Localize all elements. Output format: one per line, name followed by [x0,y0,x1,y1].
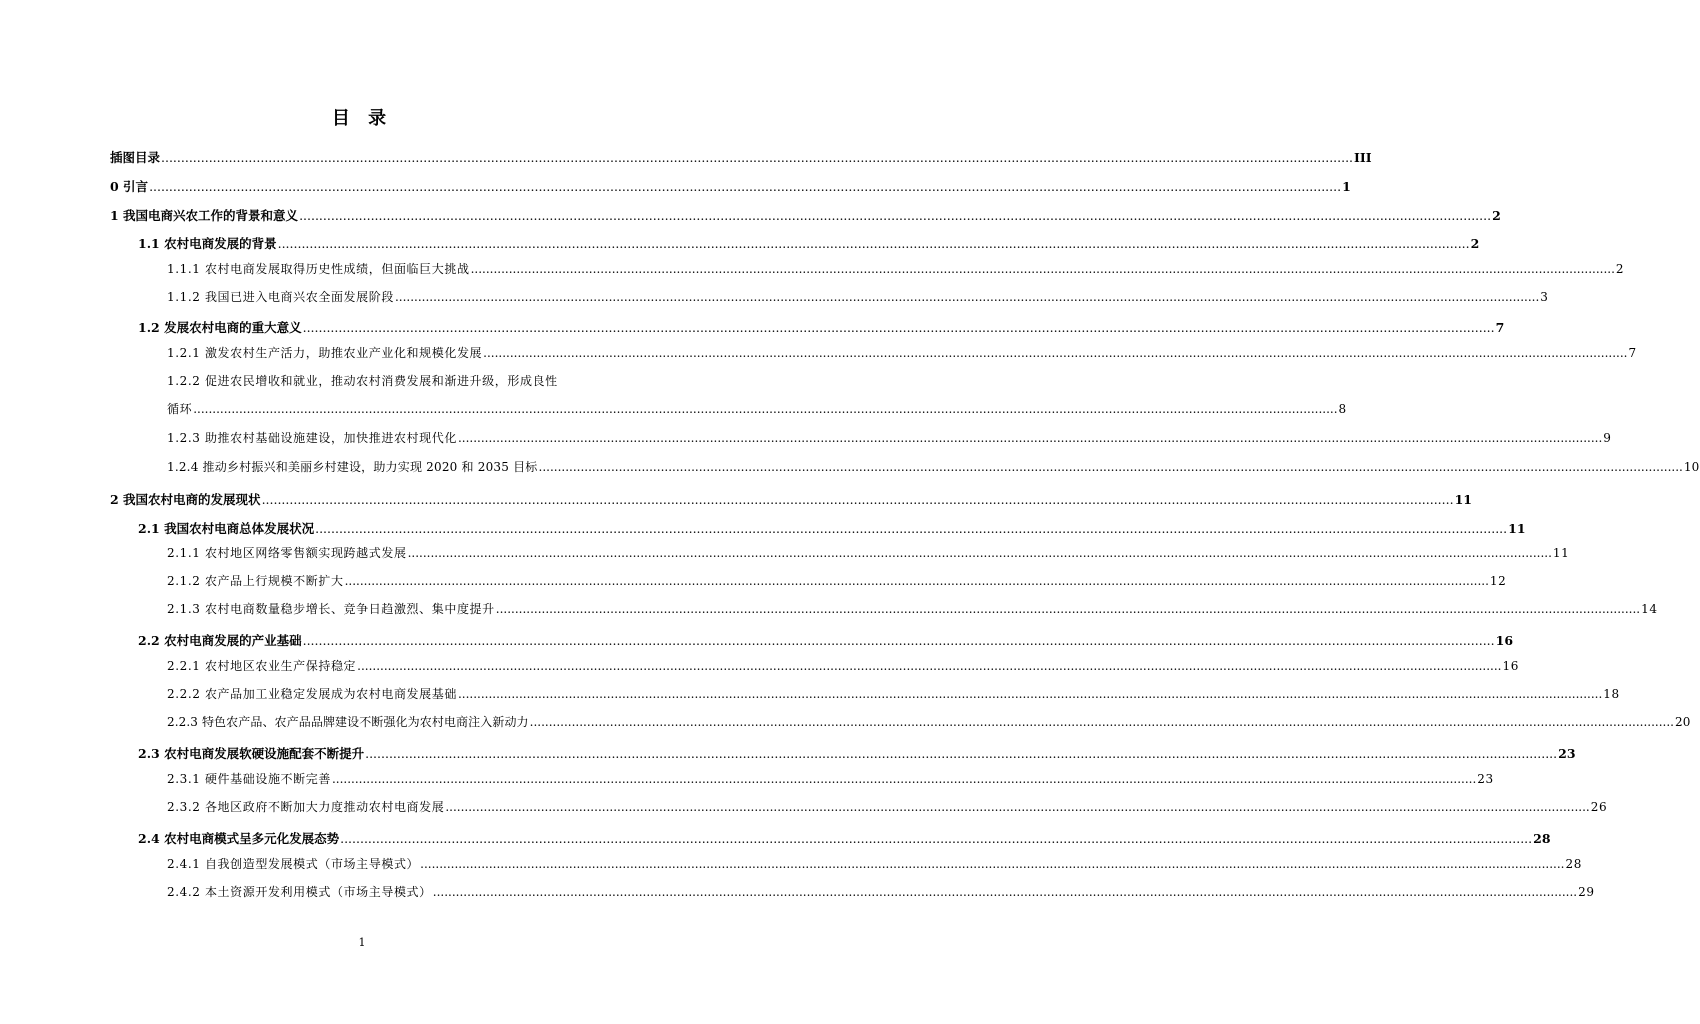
toc-entry-text: 2.2.1 农村地区农业生产保持稳定 [167,659,357,673]
toc-entry-text: 2.3.1 硬件基础设施不断完善 [167,772,331,786]
toc-entry-page: 14 [1641,602,1658,616]
toc-entry-text: 2.3.2 各地区政府不断加大力度推动农村电商发展 [167,800,445,814]
toc-leader-dots: ............................................................................................................................................................................................................................................................................................................ [457,431,1603,445]
toc-entry-page: 16 [1502,659,1519,673]
toc-entry-text: 2.2 农村电商发展的产业基础 [138,633,302,648]
toc-leader-dots: ............................................................................................................................................................................................................................................................................................................ [357,659,1502,673]
toc-entry-text: 2.4 农村电商模式呈多元化发展态势 [138,831,340,846]
toc-entry[interactable] [167,882,1595,902]
page-number: 1 [358,936,366,949]
toc-entry-text: 2.1.3 农村电商数量稳步增长、竞争日趋激烈、集中度提升 [167,602,495,616]
toc-entry-page: 23 [1477,772,1494,786]
toc-entry[interactable] [167,769,1494,789]
toc-entry-text: 1.2.2 促进农民增收和就业，推动农村消费发展和渐进升级，形成良性 [167,374,558,388]
toc-leader-dots: ............................................................................................................................................................................................................................................................................................................ [161,150,1354,165]
toc-leader-dots: ............................................................................................................................................................................................................................................................................................................ [495,602,1641,616]
toc-entry-page: 23 [1558,746,1576,761]
toc-leader-dots: ............................................................................................................................................................................................................................................................................................................ [394,290,1540,304]
toc-entry[interactable] [138,318,1505,338]
toc-entry-text: 2.1.2 农产品上行规模不断扩大 [167,574,344,588]
toc-leader-dots: ............................................................................................................................................................................................................................................................................................................ [331,772,1477,786]
toc-entry[interactable] [110,148,1372,168]
toc-leader-dots: ............................................................................................................................................................................................................................................................................................................ [277,236,1470,251]
toc-entry-page: 7 [1628,346,1637,360]
page-title: 目 录 [331,108,393,129]
toc-leader-dots: ............................................................................................................................................................................................................................................................................................................ [344,574,1489,588]
toc-entry-page: 12 [1489,574,1507,588]
toc-entry[interactable] [138,829,1551,849]
toc-entry-text: 1.2.3 助推农村基础设施建设，加快推进农村现代化 [167,431,457,445]
toc-entry-text: 循环 [167,402,193,416]
toc-leader-dots: ............................................................................................................................................................................................................................................................................................................ [193,402,1338,416]
toc-entry-text: 1.1.1 农村电商发展取得历史性成绩，但面临巨大挑战 [167,262,470,276]
toc-leader-dots: ............................................................................................................................................................................................................................................................................................................ [315,521,1508,536]
toc-entry-page: 18 [1603,687,1620,701]
toc-leader-dots: ............................................................................................................................................................................................................................................................................................................ [261,492,1454,507]
toc-entry-text: 2.3 农村电商发展软硬设施配套不断提升 [138,746,365,761]
toc-leader-dots: ............................................................................................................................................................................................................................................................................................................ [529,715,1674,729]
toc-entry-text: 插图目录 [110,150,161,165]
toc-entry[interactable] [167,543,1570,563]
toc-entry-page: 10 [1683,460,1700,474]
toc-entry[interactable] [167,854,1582,874]
toc-leader-dots: ............................................................................................................................................................................................................................................................................................................ [302,633,1495,648]
toc-entry-text: 1.2 发展农村电商的重大意义 [138,320,302,335]
toc-entry-page: 9 [1603,431,1612,445]
toc-entry[interactable] [167,428,1612,448]
toc-entry[interactable] [167,457,1700,477]
toc-leader-dots: ............................................................................................................................................................................................................................................................................................................ [149,179,1342,194]
toc-leader-dots: ............................................................................................................................................................................................................................................................................................................ [483,346,1628,360]
toc-entry-page: 2 [1492,208,1501,223]
toc-entry[interactable] [110,490,1472,510]
toc-entry-text: 2.1.1 农村地区网络零售额实现跨越式发展 [167,546,407,560]
toc-entry-page: 11 [1454,492,1472,507]
toc-entry-page: 28 [1565,857,1582,871]
toc-entry[interactable] [167,599,1658,619]
toc-entry-text: 2.1 我国农村电商总体发展状况 [138,521,315,536]
toc-entry-text: 2.4.1 自我创造型发展模式（市场主导模式） [167,857,420,871]
toc-entry-text: 0 引言 [110,179,149,194]
toc-leader-dots: ............................................................................................................................................................................................................................................................................................................ [420,857,1565,871]
toc-entry-text: 1 我国电商兴农工作的背景和意义 [110,208,299,223]
toc-entry-page: 11 [1552,546,1570,560]
toc-leader-dots: ............................................................................................................................................................................................................................................................................................................ [432,885,1578,899]
toc-entry[interactable] [110,177,1351,197]
toc-entry-text: 2.2.2 农产品加工业稳定发展成为农村电商发展基础 [167,687,457,701]
toc-entry-page: 16 [1495,633,1514,648]
toc-leader-dots: ............................................................................................................................................................................................................................................................................................................ [470,262,1615,276]
toc-entry[interactable] [167,684,1620,704]
toc-entry-page: 20 [1675,715,1691,729]
toc-entry[interactable] [167,656,1519,676]
toc-entry-page: 1 [1342,179,1351,194]
toc-entry-text: 1.1.2 我国已进入电商兴农全面发展阶段 [167,290,394,304]
toc-leader-dots: ............................................................................................................................................................................................................................................................................................................ [538,460,1683,474]
toc-leader-dots: ............................................................................................................................................................................................................................................................................................................ [302,320,1495,335]
toc-leader-dots: ............................................................................................................................................................................................................................................................................................................ [445,800,1590,814]
toc-entry[interactable] [138,519,1526,539]
toc-entry-text: 2 我国农村电商的发展现状 [110,492,261,507]
toc-entry[interactable] [167,259,1625,279]
toc-entry-page: 26 [1590,800,1608,814]
toc-entry-text: 1.2.4 推动乡村振兴和美丽乡村建设，助力实现 2020 和 2035 目标 [167,460,538,474]
toc-entry-page: 29 [1578,885,1595,899]
toc-entry[interactable] [138,234,1480,254]
toc-entry[interactable] [167,712,1691,732]
toc-entry-page: 8 [1338,402,1347,416]
toc-entry[interactable] [167,797,1608,817]
toc-entry-text: 2.4.2 本土资源开发利用模式（市场主导模式） [167,885,432,899]
toc-leader-dots: ............................................................................................................................................................................................................................................................................................................ [457,687,1603,701]
toc-entry-page: 7 [1495,320,1505,335]
toc-entry[interactable] [167,571,1507,591]
toc-entry[interactable] [167,371,614,391]
toc-entry-page: III [1354,150,1372,165]
toc-entry-text: 2.2.3 特色农产品、农产品品牌建设不断强化为农村电商注入新动力 [167,715,529,729]
toc-entry[interactable] [167,287,1549,307]
toc-entry-page: 3 [1540,290,1549,304]
toc-leader-dots: ............................................................................................................................................................................................................................................................................................................ [299,208,1492,223]
toc-leader-dots: ............................................................................................................................................................................................................................................................................................................ [340,831,1533,846]
toc-entry-text: 1.1 农村电商发展的背景 [138,236,277,251]
toc-leader-dots: ............................................................................................................................................................................................................................................................................................................ [365,746,1558,761]
toc-entry-continuation[interactable] [167,399,1347,419]
toc-entry[interactable] [138,631,1514,651]
toc-entry[interactable] [167,343,1637,363]
toc-entry-page: 11 [1508,521,1526,536]
toc-entry[interactable] [138,744,1576,764]
toc-entry-page: 2 [1615,262,1625,276]
toc-entry[interactable] [110,206,1501,226]
toc-leader-dots: ............................................................................................................................................................................................................................................................................................................ [407,546,1552,560]
toc-entry-page: 2 [1470,236,1480,251]
toc-entry-page: 28 [1533,831,1551,846]
toc-entry-text: 1.2.1 激发农村生产活力，助推农业产业化和规模化发展 [167,346,483,360]
